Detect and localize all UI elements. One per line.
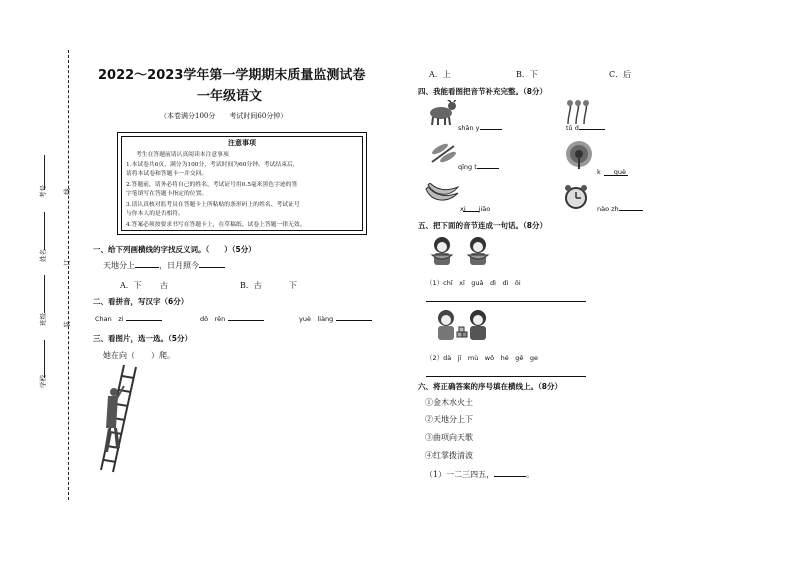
name-line [44, 212, 45, 250]
binding-mark-xian: 线 [62, 188, 71, 195]
dragonfly-image [426, 142, 460, 166]
q5-answer-line-1 [426, 301, 586, 302]
q3-option-b: B．下 [516, 70, 538, 79]
q6-option-4: ④红掌拨清波 [425, 451, 473, 460]
q2-item: Chan zi [95, 314, 162, 323]
banana-image [424, 183, 460, 205]
q4-item-5-blank [463, 211, 479, 212]
goat-image [425, 100, 459, 126]
q4-title: 四、我能看图把音节补充完整。（8分） [418, 87, 547, 96]
q4-item-4: k què [597, 168, 627, 176]
notice-line: 4.答案必须按要求书写在答题卡上，在草稿纸、试卷上答题一律无效。 [126, 222, 306, 228]
notice-line: 字笔填写在答题卡指定的位置。 [126, 191, 208, 197]
notice-line: 1.本试卷共6页，满分为100分，考试时间为60分钟。考试结束后， [126, 162, 299, 168]
notice-line: 与你本人的是否相符。 [126, 211, 184, 217]
q2-item: yuè liàng [299, 314, 372, 323]
q6-option-1: ①金木水火土 [425, 398, 473, 407]
q6-question-1: （1）一二三四五， 。 [425, 470, 535, 479]
q1-option-a-word: 古 [160, 281, 168, 290]
q2-title: 二、看拼音，写汉字（6分） [93, 297, 189, 306]
notice-box [117, 132, 367, 235]
notice-line: 请将本试卷和答题卡一并交回。 [126, 171, 208, 177]
q1-option-a: A．下 [120, 281, 142, 290]
bean-sprout-image [562, 100, 592, 126]
binding-mark-ding: 订 [62, 259, 71, 266]
q4-item-6: nào zh [597, 205, 643, 213]
q4-item-4-blank [604, 175, 628, 176]
exam-meta: （本卷满分100分 考试时间60分钟） [160, 112, 288, 120]
alarm-clock-image [561, 184, 591, 210]
binding-dashed-line [68, 50, 69, 500]
q5-answer-line-2 [426, 376, 586, 377]
q1-option-b-word: 下 [289, 281, 297, 290]
binding-mark-zhuang: 装 [62, 321, 71, 328]
label-exam-number: 考号 [39, 185, 47, 198]
notice-line: 2.答题前，请务必将自己的姓名、考试证号用0.5毫米黑色字迹的签 [126, 182, 298, 188]
class-line [44, 275, 45, 313]
q6-title: 六、将正确答案的序号填在横线上。（8分） [418, 382, 562, 391]
kids-playing-blocks-image [432, 308, 494, 344]
notice-line: 3.请认真核对监考员在答题卡上所粘贴的条形码上的姓名、考试证号 [126, 202, 300, 208]
q5-title: 五、把下面的音节连成一句话。（8分） [418, 221, 547, 230]
q3-sentence: 她在向（ ）爬。 [103, 351, 175, 360]
q3-option-c: C．后 [609, 70, 632, 79]
q1-title: 一、给下列画横线的字找反义词。（ ）（5分） [93, 245, 256, 254]
peacock-image [562, 140, 596, 170]
q3-option-a: A．上 [429, 70, 451, 79]
exam-number-line [44, 155, 45, 190]
label-class: 班级 [39, 313, 47, 326]
q4-item-3: qīng t [458, 163, 499, 171]
q3-title: 三、看图片，选一选。（5分） [93, 334, 192, 343]
q1-option-b: B．古 [240, 281, 262, 290]
q4-item-2: tǔ d [566, 124, 605, 132]
q4-item-5: xi jiāo [460, 205, 491, 213]
kids-eating-watermelon-image [428, 235, 494, 267]
q1-sentence: 天地分上 ，日月照今 [103, 260, 225, 271]
q6-option-2: ②天地分上下 [425, 415, 473, 424]
q5-line-1: （1）chī xī guā dì dì ōi [426, 279, 521, 287]
q2-item: dǒ rěn [200, 314, 264, 323]
label-name: 姓名 [39, 249, 47, 262]
notice-title: 注意事项 [228, 139, 256, 147]
notice-line: 考生在答题前请认真阅读本注意事项 [136, 152, 229, 158]
ladder-girl-image [92, 362, 144, 474]
exam-subtitle: 一年级语文 [197, 89, 263, 104]
school-line [44, 340, 45, 378]
q6-option-3: ③曲项向天歌 [425, 433, 473, 442]
label-school: 学校 [39, 375, 47, 388]
exam-title: 2022～2023学年第一学期期末质量监测试卷 [98, 68, 366, 83]
q4-item-1: shān y [458, 124, 502, 132]
q5-line-2: （2）dà jī mù wǒ hé gē ge [426, 354, 538, 362]
